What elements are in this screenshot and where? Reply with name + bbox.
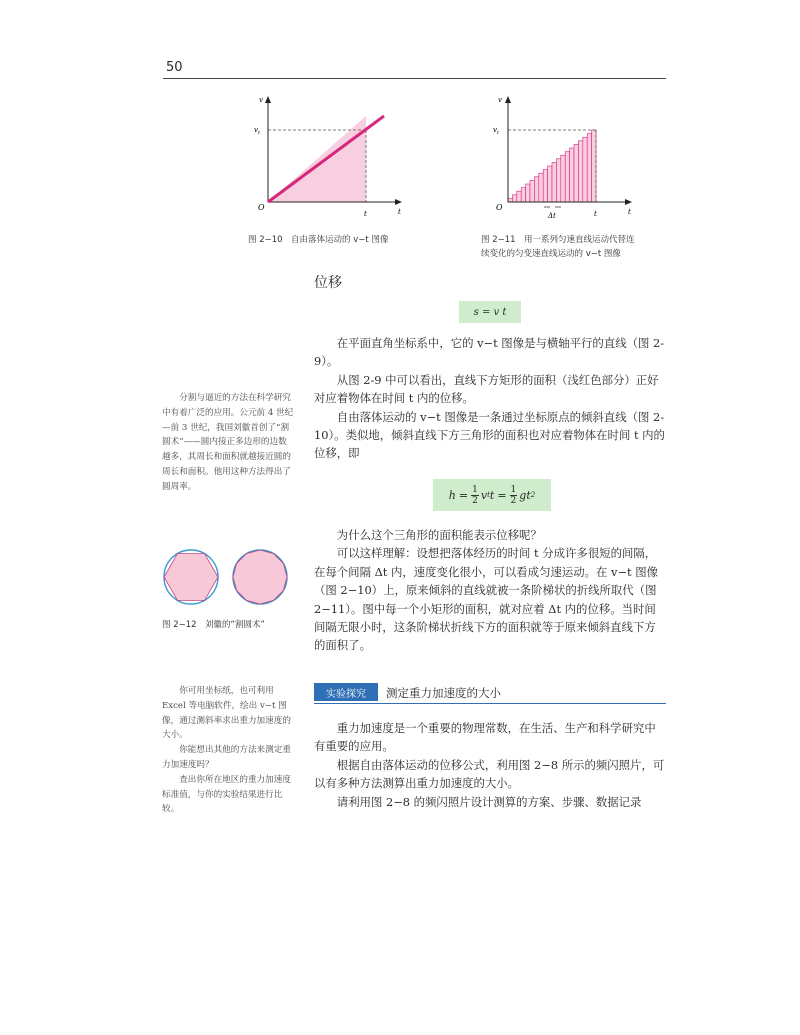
page-number: 50: [166, 60, 183, 75]
denominator: 2: [510, 495, 517, 506]
figure-2-11-graph: [478, 92, 658, 222]
stair-rect: [561, 155, 565, 202]
section-heading: 位移: [314, 275, 342, 291]
stair-rect: [543, 170, 547, 202]
stair-rect: [526, 184, 530, 202]
stair-rect: [556, 159, 560, 202]
stair-rect: [517, 191, 521, 202]
stair-rect: [548, 166, 552, 202]
side-note-text: 你能想出其他的方法来测定重力加速度吗？: [162, 745, 291, 770]
figure-2-10-graph: [248, 92, 428, 222]
main-text-block-1: [314, 334, 666, 463]
figure-2-12-circles: [160, 547, 300, 607]
formula-subscript: t: [487, 491, 490, 499]
formula-h: [433, 479, 551, 511]
formula-superscript: 2: [530, 491, 536, 499]
fraction-half: [510, 485, 518, 506]
side-note-text: 分割与逼近的方法在科学研究中有着广泛的应用。公元前 4 世纪—前 3 世纪，我国刘徽首创了“割圆术”——圆内接正多边形的边数越多，其周长和面积就越接近圆的周长和面积。他用这种方法得出了圆周率。: [162, 393, 294, 492]
triangle-area: [268, 116, 366, 202]
t-axis-arrow: [625, 199, 632, 205]
v-axis-arrow: [265, 96, 271, 103]
experiment-badge: 实验探究: [314, 683, 378, 701]
vt-label: $v_t$: [493, 126, 499, 136]
caption-line-2: 续变化的匀变速直线运动的 v−t 图像: [481, 249, 621, 259]
main-text-block-3: [314, 719, 666, 811]
stair-rect: [521, 188, 525, 202]
stair-rect: [587, 134, 591, 202]
fraction-half: [471, 485, 479, 506]
formula-symbol: g: [519, 488, 527, 502]
stair-rect: [583, 137, 587, 202]
formula-symbol: t: [489, 488, 495, 502]
formula-symbol: h: [448, 488, 456, 502]
stair-rect: [534, 177, 538, 202]
stair-rect: [578, 141, 582, 202]
figure-2-12-caption: 图 2−12 刘徽的“割圆术”: [162, 620, 265, 630]
origin-label: O: [258, 203, 265, 212]
side-note-text: 你可用坐标纸，也可利用 Excel 等电脑软件，绘出 v−t 图像，通过测斜率求出重力加速度的大小。: [162, 686, 291, 741]
paragraph: 从图 2-9 中可以看出，直线下方矩形的面积（浅红色部分）正好对应着物体在时间 t 内的位移。: [314, 372, 659, 406]
paragraph: 在平面直角坐标系中，它的 v−t 图像是与横轴平行的直线（图 2-9）。: [314, 336, 665, 369]
caption-line-1: 图 2−11 用一系列匀速直线运动代替连: [481, 235, 635, 245]
stair-rectangles: [508, 130, 596, 202]
dt-label: Δt: [548, 212, 556, 220]
stair-rect: [539, 173, 543, 202]
t-tick-label: t: [594, 210, 597, 218]
experiment-rule: [314, 703, 666, 704]
header-rule: [163, 78, 666, 79]
paragraph: 根据自由落体运动的位移公式，利用图 2−8 所示的频闪照片，可以有多种方法测算出重力加速度的大小。: [314, 757, 665, 791]
denominator: 2: [472, 495, 478, 506]
formula-symbol: t: [526, 488, 531, 502]
stair-rect: [552, 162, 556, 202]
t-axis-label: t: [628, 208, 631, 216]
stair-rect: [565, 152, 569, 202]
paragraph: 自由落体运动的 v−t 图像是一条通过坐标原点的倾斜直线（图 2-10）。类似地，倾斜直线下方三角形的面积也对应着物体在时间 t 内的位移，即: [314, 409, 665, 461]
paragraph: 重力加速度是一个重要的物理常数，在生活、生产和科学研究中有重要的应用。: [314, 721, 656, 754]
stair-rect: [512, 195, 516, 202]
stair-rect: [530, 180, 534, 202]
paragraph: 可以这样理解：设想把落体经历的时间 t 分成许多很短的间隔，在每个间隔 Δt 内，速度变化很小，可以看成匀速运动。在 v−t 图像（图 2−10）上，原来倾斜的直线就被一条阶梯状的折线所取代（图 2−11）。图中每一个小矩形的面积，就对应着 Δt 内的位移。当时间间隔无限小时，这条阶梯状折线下方的面积就等于原来倾斜直线下方的面积了。: [314, 546, 659, 653]
figure-2-10-caption: 图 2−10 自由落体运动的 v−t 图像: [248, 235, 389, 245]
formula-symbol: v: [480, 488, 488, 502]
t-axis-label: t: [398, 208, 401, 216]
stair-rect: [508, 198, 512, 202]
paragraph: 为什么这个三角形的面积能表示位移呢？: [336, 528, 542, 542]
experiment-title: 测定重力加速度的大小: [386, 686, 501, 700]
side-note-experiment: [162, 684, 294, 817]
stair-rect: [574, 144, 578, 202]
t-axis-arrow: [395, 199, 402, 205]
stair-rect: [592, 130, 596, 202]
main-text-block-2: [314, 526, 666, 655]
v-axis-arrow: [505, 96, 511, 103]
figure-2-11-caption: [481, 233, 681, 261]
formula-equals: =: [497, 488, 507, 502]
t-tick-label: t: [364, 210, 367, 218]
side-note-text: 查出你所在地区的重力加速度标准值，与你的实验结果进行比较。: [162, 774, 291, 815]
vt-label: $v_t$: [254, 126, 260, 136]
origin-label: O: [496, 203, 503, 212]
numerator: 1: [510, 484, 517, 495]
side-note-liu-hui: [162, 391, 294, 495]
numerator: 1: [472, 484, 478, 495]
stair-rect: [570, 148, 574, 202]
v-axis-label: v: [259, 96, 263, 104]
v-axis-label: v: [498, 96, 502, 104]
formula-equals: =: [458, 488, 469, 502]
paragraph: 请利用图 2−8 的频闪照片设计测算的方案、步骤、数据记录: [336, 794, 642, 809]
formula-s-vt: s = v t: [459, 301, 521, 323]
